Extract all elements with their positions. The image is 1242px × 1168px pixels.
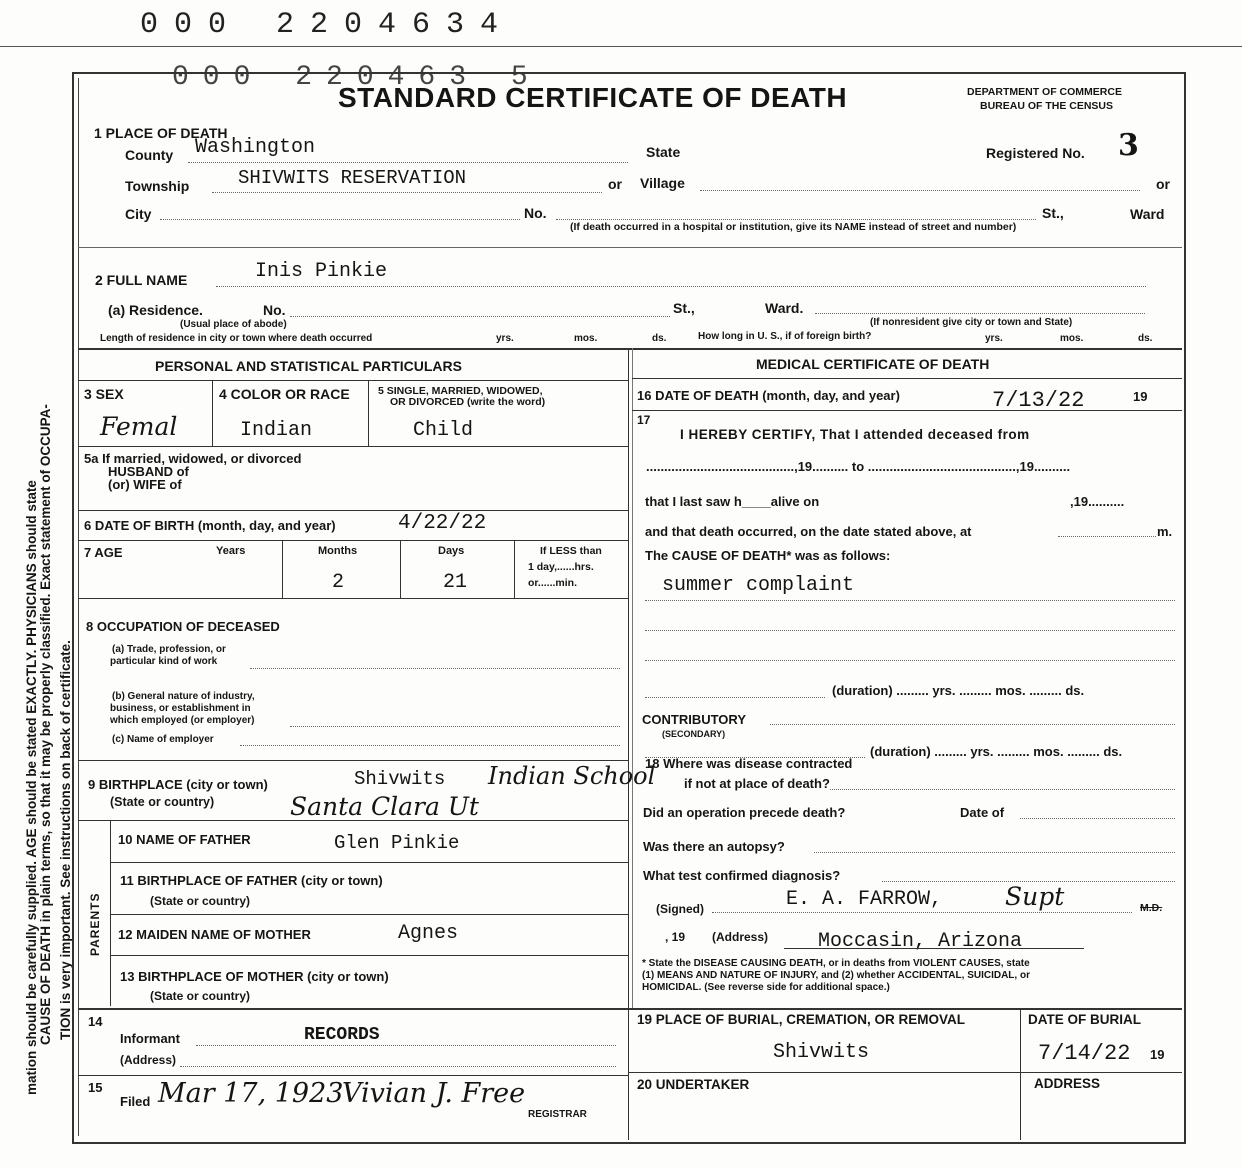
mother-birthplace-state-label: (State or country): [150, 989, 251, 1003]
father-name-value: Glen Pinkie: [334, 832, 460, 854]
father-birthplace-label: 11 BIRTHPLACE OF FATHER (city or town): [120, 873, 383, 888]
filed-date-value: Mar 17, 1923: [158, 1078, 344, 1109]
bureau-label: BUREAU OF THE CENSUS: [980, 100, 1114, 112]
sex-value: Femal: [100, 412, 178, 441]
foreign-birth-label: How long in U. S., if of foreign birth?: [698, 331, 872, 342]
months-label: Months: [318, 545, 358, 557]
months-value: 2: [332, 571, 345, 594]
marital-label-line1: 5 SINGLE, MARRIED, WIDOWED,: [378, 385, 543, 397]
county-value: Washington: [195, 136, 316, 159]
less-than-label-1: If LESS than: [540, 545, 602, 557]
personal-section-title: PERSONAL AND STATISTICAL PARTICULARS: [155, 358, 462, 374]
residence-no-label: No.: [263, 302, 286, 318]
no-label: No.: [524, 205, 547, 221]
burial-place-value: Shivwits: [773, 1041, 870, 1064]
signed-value: E. A. FARROW,: [786, 888, 943, 911]
certify-number: 17: [637, 413, 651, 427]
or-label-2: or: [1156, 176, 1170, 192]
certify-statement: I HEREBY CERTIFY, That I attended deceased from: [680, 427, 1030, 442]
burial-date-value: 7/14/22: [1038, 1041, 1131, 1066]
mother-birthplace-label: 13 BIRTHPLACE OF MOTHER (city or town): [120, 969, 389, 984]
place-of-death-label: 1 PLACE OF DEATH: [94, 125, 228, 141]
signed-label: (Signed): [656, 902, 704, 916]
ward-label: Ward: [1130, 206, 1165, 222]
length-yrs: yrs.: [496, 333, 514, 344]
secondary-label: (SECONDARY): [662, 729, 726, 739]
md-label: M.D.: [1140, 902, 1163, 914]
race-value: Indian: [240, 419, 313, 442]
last-saw-label: that I last saw h____alive on: [645, 494, 820, 509]
sex-label: 3 SEX: [84, 386, 124, 402]
cause-of-death-label: The CAUSE OF DEATH* was as follows:: [645, 548, 891, 563]
birthplace-handwritten-value: Indian School: [488, 762, 656, 790]
signed-title-handwritten: Supt: [1005, 882, 1065, 911]
residence-label: (a) Residence.: [108, 302, 203, 318]
to-label: to: [851, 459, 865, 474]
father-birthplace-state-label: (State or country): [150, 894, 251, 908]
occupation-b-line2: business, or establishment in: [110, 703, 251, 714]
death-occurred-m: m.: [1157, 524, 1173, 539]
residence-ward-label: Ward.: [765, 300, 804, 316]
filed-label: Filed: [120, 1094, 151, 1109]
undertaker-address-label: ADDRESS: [1034, 1076, 1101, 1091]
operation-date-label: Date of: [960, 805, 1005, 820]
registered-no-label: Registered No.: [986, 145, 1085, 161]
marital-label-line2: OR DIVORCED (write the word): [390, 396, 546, 408]
township-value: SHIVWITS RESERVATION: [238, 167, 467, 189]
date-of-death-19: 19: [1133, 389, 1148, 404]
death-occurred-label: and that death occurred, on the date stated above, at: [645, 524, 972, 539]
duration-line-1: (duration) ......... yrs. ......... mos. ......... ds.: [832, 683, 1085, 698]
medical-section-title: MEDICAL CERTIFICATE OF DEATH: [756, 356, 990, 372]
physician-address-label: (Address): [712, 930, 769, 944]
occupation-a-line2: particular kind of work: [110, 656, 218, 667]
undertaker-label: 20 UNDERTAKER: [637, 1077, 750, 1092]
burial-date-19: 19: [1150, 1047, 1165, 1062]
age-label: 7 AGE: [84, 545, 123, 560]
birthplace-state-value: Santa Clara Ut: [290, 792, 479, 821]
operation-label: Did an operation precede death?: [643, 805, 846, 820]
sidebar-instructions-line2: CAUSE OF DEATH in plain terms, so that it may be properly classified. Exact statement of OCCUPA-: [38, 404, 53, 1045]
mother-name-value: Agnes: [398, 922, 459, 945]
full-name-label: 2 FULL NAME: [95, 272, 188, 288]
filed-number: 15: [88, 1080, 103, 1095]
burial-date-label: DATE OF BURIAL: [1028, 1012, 1141, 1027]
autopsy-label: Was there an autopsy?: [643, 839, 785, 854]
occupation-a-line1: (a) Trade, profession, or: [112, 644, 226, 655]
township-label: Township: [125, 178, 190, 194]
race-label: 4 COLOR OR RACE: [219, 386, 350, 402]
registered-no-value: 3: [1118, 128, 1139, 163]
state-label: State: [646, 144, 681, 160]
last-saw-19: ,19..........: [1070, 494, 1125, 509]
birthplace-typed-value: Shivwits: [354, 768, 446, 790]
informant-address-label: (Address): [120, 1053, 177, 1067]
cause-footnote-2: (1) MEANS AND NATURE OF INJURY, and (2) whether ACCIDENTAL, SUICIDAL, or: [642, 970, 1030, 981]
department-label: DEPARTMENT OF COMMERCE: [967, 86, 1122, 98]
father-name-label: 10 NAME OF FATHER: [118, 832, 251, 847]
informant-number: 14: [88, 1014, 103, 1029]
registrar-signature: Vivian J. Free: [342, 1078, 526, 1109]
village-label: Village: [640, 175, 685, 191]
years-label: Years: [216, 545, 246, 557]
birthplace-state-label: (State or country): [110, 795, 215, 809]
sidebar-instructions-line1: mation should be carefully supplied. AGE should be stated EXACTLY. PHYSICIANS should state: [24, 480, 39, 1095]
cause-footnote-1: * State the DISEASE CAUSING DEATH, or in deaths from VIOLENT CAUSES, state: [642, 958, 1030, 969]
length-ds: ds.: [652, 333, 667, 344]
county-label: County: [125, 147, 174, 163]
informant-value: RECORDS: [304, 1025, 380, 1045]
informant-label: Informant: [120, 1031, 180, 1046]
sidebar-instructions-line3: TION is very important. See instructions on back of certificate.: [58, 640, 73, 1040]
less-than-label-2: 1 day,......hrs.: [528, 561, 594, 573]
burial-place-label: 19 PLACE OF BURIAL, CREMATION, OR REMOVAL: [637, 1012, 966, 1027]
or-label-1: or: [608, 176, 622, 192]
parents-label: PARENTS: [88, 892, 102, 956]
occupation-b-line3: which employed (or employer): [110, 715, 255, 726]
occupation-label: 8 OCCUPATION OF DECEASED: [86, 619, 280, 634]
disease-contracted-label-2: if not at place of death?: [684, 776, 830, 791]
city-label: City: [125, 206, 152, 222]
certificate-title: STANDARD CERTIFICATE OF DEATH: [338, 82, 848, 113]
residence-st-label: St.,: [673, 300, 695, 316]
foreign-ds: ds.: [1138, 333, 1153, 344]
usual-abode-note: (Usual place of abode): [180, 319, 287, 330]
days-label: Days: [438, 545, 465, 557]
signed-date-19: , 19: [665, 930, 686, 944]
date-of-death-label: 16 DATE OF DEATH (month, day, and year): [637, 388, 900, 403]
foreign-yrs: yrs.: [985, 333, 1003, 344]
serial-number-second: 000 220463 5: [172, 62, 542, 93]
marital-value: Child: [413, 419, 474, 442]
contributory-label: CONTRIBUTORY: [642, 712, 746, 727]
spouse-label-2: HUSBAND of: [108, 464, 189, 479]
hospital-note: (If death occurred in a hospital or institution, give its NAME instead of street and number): [570, 221, 1017, 233]
duration-line-2: (duration) ......... yrs. ......... mos. ......... ds.: [870, 744, 1123, 759]
less-than-label-3: or......min.: [528, 577, 578, 589]
disease-contracted-label-1: 18 Where was disease contracted: [645, 756, 853, 771]
serial-number-top: 000 2204634: [140, 8, 515, 42]
foreign-mos: mos.: [1060, 333, 1084, 344]
dob-value: 4/22/22: [398, 512, 487, 535]
dob-label: 6 DATE OF BIRTH (month, day, and year): [84, 518, 336, 533]
length-mos: mos.: [574, 333, 598, 344]
occupation-c-label: (c) Name of employer: [112, 734, 214, 745]
occupation-b-line1: (b) General nature of industry,: [112, 691, 255, 702]
attended-dates-line: .........................................,19.......... to .........................................,19..........: [646, 459, 1071, 474]
cause-of-death-value: summer complaint: [662, 574, 855, 597]
nonresident-note: (If nonresident give city or town and State): [870, 317, 1073, 328]
birthplace-label: 9 BIRTHPLACE (city or town): [88, 777, 268, 792]
registrar-label: REGISTRAR: [528, 1109, 587, 1120]
physician-address-value: Moccasin, Arizona: [818, 930, 1023, 953]
street-label: St.,: [1042, 205, 1064, 221]
full-name-value: Inis Pinkie: [255, 260, 388, 283]
date-of-death-value: 7/13/22: [992, 388, 1085, 413]
spouse-label-1: 5a If married, widowed, or divorced: [84, 451, 302, 466]
test-diagnosis-label: What test confirmed diagnosis?: [643, 868, 841, 883]
cause-footnote-3: HOMICIDAL. (See reverse side for additional space.): [642, 982, 890, 993]
length-residence-label: Length of residence in city or town where death occurred: [100, 333, 373, 344]
mother-name-label: 12 MAIDEN NAME OF MOTHER: [118, 927, 311, 942]
days-value: 21: [443, 571, 468, 594]
spouse-label-3: (or) WIFE of: [108, 477, 182, 492]
